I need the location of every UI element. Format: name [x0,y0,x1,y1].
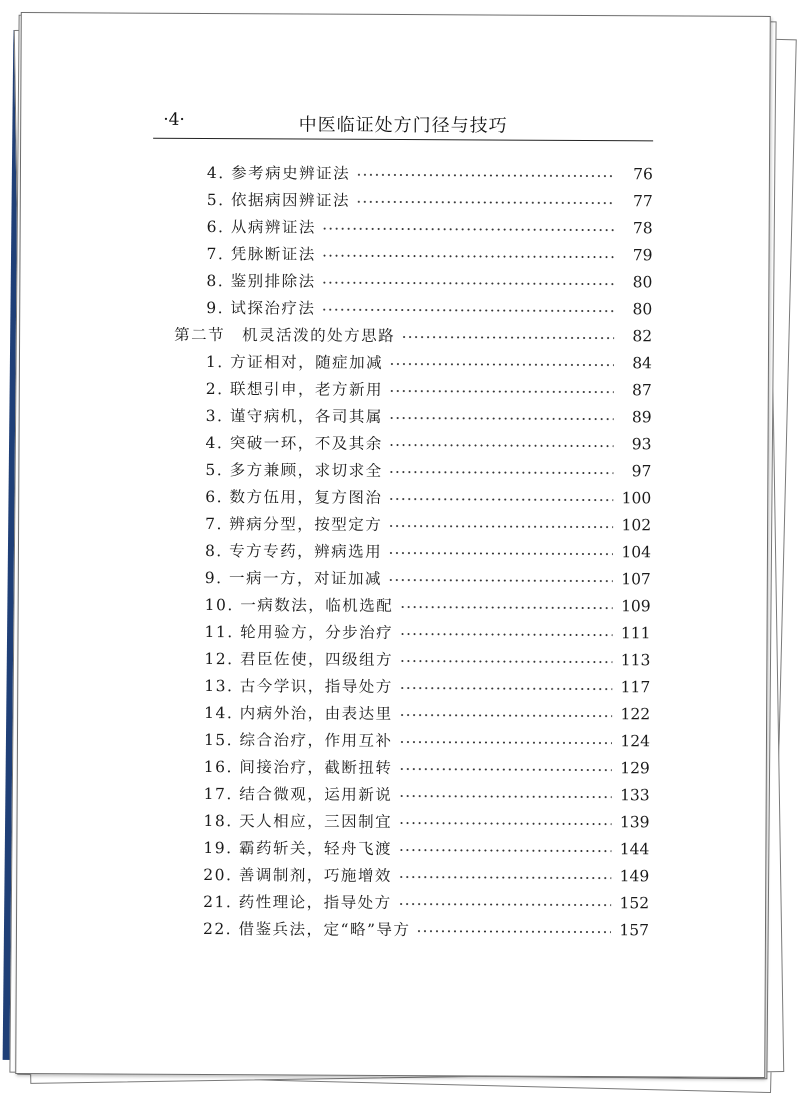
dot-leader [399,633,612,636]
dot-leader [321,308,614,312]
toc-entry [149,887,649,917]
toc-entry [153,212,653,242]
dot-leader [389,470,614,473]
toc-entry-label: 6. 数方伍用，复方图治 [205,487,383,507]
toc-entry [149,914,649,944]
dot-leader [322,227,615,231]
toc-entry [150,617,650,647]
toc-entry-page: 111 [620,623,651,642]
dot-leader [398,795,611,798]
toc-entry-label: 21. 药性理论，指导处方 [203,892,392,912]
toc-entry [150,698,650,728]
toc-section-heading [152,320,652,350]
toc-entry [151,455,651,485]
dot-leader [388,497,613,500]
toc-entry-label: 2. 联想引申，老方新用 [205,379,384,399]
toc-entry-page: 100 [621,488,652,507]
toc-entry-page: 84 [632,353,653,372]
dot-leader [416,930,611,933]
toc-entry [150,752,650,782]
dot-leader [388,551,613,554]
toc-entry [153,185,653,215]
dot-leader [401,336,614,339]
toc-entry [150,644,650,674]
toc-entry [151,563,651,593]
toc-entry-page: 117 [620,677,651,696]
dot-leader [322,254,615,258]
toc-entry-page: 79 [632,245,653,264]
toc-entry-page: 129 [620,758,650,777]
toc-entry-page: 97 [631,461,652,480]
dot-leader [398,768,611,771]
toc-entry-page: 157 [619,920,650,939]
toc-entry [149,806,649,836]
dot-leader [398,903,611,906]
toc-entry-page: 113 [620,650,651,669]
toc-entry-page: 78 [632,218,653,237]
book-page [15,12,771,1078]
toc-entry [151,482,651,512]
toc-entry-page: 139 [619,812,650,831]
dot-leader [399,741,612,744]
toc-entry-page: 80 [632,272,653,291]
toc-entry-page: 144 [619,839,650,858]
toc-entry-label: 13. 古今学识，指导处方 [204,676,393,696]
toc-entry-label: 3. 谨守病机，各司其属 [205,406,383,426]
toc-entry-page: 82 [632,326,653,345]
toc-entry-label: 4. 突破一环，不及其余 [205,433,383,453]
toc-entry-page: 124 [620,731,651,750]
dot-leader [389,416,614,419]
toc-entry [152,266,652,296]
toc-entry-label: 7. 凭脉断证法 [206,244,316,264]
toc-entry-label: 16. 间接治疗，截断扭转 [203,757,393,777]
toc-entry [152,401,652,431]
toc-entry-page: 107 [621,569,651,588]
toc-entry-page: 93 [631,434,652,453]
toc-entry-label: 8. 鉴别排除法 [206,271,316,291]
dot-leader [399,687,612,690]
dot-leader [388,578,613,581]
toc-entry-label: 22. 借鉴兵法，定“略”导方 [202,919,411,939]
toc-entry-label: 15. 综合治疗，作用互补 [203,730,393,750]
toc-entry-page: 80 [632,299,653,318]
toc-entry-label: 10. 一病数法，临机选配 [204,595,394,615]
toc-entry-page: 102 [621,515,652,534]
toc-entry [150,779,650,809]
toc-entry [150,725,650,755]
dot-leader [356,173,615,176]
dot-leader [389,443,614,446]
toc-entry-label: 9. 试探治疗法 [206,298,316,318]
toc-entry-label: 6. 从病辨证法 [206,217,316,237]
dot-leader [322,281,615,285]
toc-entry [152,293,652,323]
dot-leader [399,714,612,717]
toc-entry [152,347,652,377]
toc-entry-page: 77 [633,191,653,210]
toc-entry-label: 4. 参考病史辨证法 [206,163,351,183]
table-of-contents [149,158,653,944]
toc-entry [149,833,649,863]
toc-entry-page: 109 [621,596,651,615]
toc-entry-label: 5. 多方兼顾，求切求全 [205,460,383,480]
toc-entry-label: 8. 专方专药，辨病选用 [204,541,383,561]
toc-entry-label: 7. 辨病分型，按型定方 [205,514,383,534]
toc-entry [152,239,652,269]
toc-entry-label: 第二节 机灵活泼的处方思路 [174,325,396,345]
dot-leader [398,822,611,825]
toc-entry-page: 76 [633,164,653,183]
page-header [153,110,653,142]
toc-entry-page: 87 [632,380,652,399]
dot-leader [398,849,611,852]
dot-leader [388,524,613,527]
page-number: ·4· [163,109,185,130]
book-title: 中医临证处方门径与技巧 [298,114,508,137]
toc-entry [149,860,649,890]
dot-leader [389,389,614,392]
toc-entry-label: 11. 轮用验方，分步治疗 [204,622,394,642]
toc-entry-label: 20. 善调制剂，巧施增效 [203,865,392,885]
toc-entry [151,590,651,620]
dot-leader [389,362,614,365]
toc-entry-page: 133 [620,785,650,804]
toc-entry-label: 18. 天人相应，三因制宜 [203,811,393,831]
dot-leader [398,876,611,879]
toc-entry [153,158,653,188]
toc-entry-label: 17. 结合微观，运用新说 [203,784,393,804]
toc-entry-label: 14. 内病外治，由表达里 [204,703,393,723]
toc-entry [151,428,651,458]
toc-entry-page: 149 [619,866,650,885]
toc-entry [151,536,651,566]
toc-entry [152,374,652,404]
toc-entry-page: 152 [619,893,650,912]
toc-entry [150,671,650,701]
toc-entry [151,509,651,539]
toc-entry-page: 122 [620,704,651,723]
toc-entry-label: 19. 霸药斩关，轻舟飞渡 [203,838,393,858]
toc-entry-label: 12. 君臣佐使，四级组方 [204,649,394,669]
toc-entry-label: 5. 依据病因辨证法 [206,190,351,210]
toc-entry-label: 9. 一病一方，对证加减 [204,568,383,588]
toc-entry-page: 104 [621,542,652,561]
toc-entry-label: 1. 方证相对，随症加减 [205,352,384,372]
toc-entry-page: 89 [631,407,652,426]
dot-leader [356,200,615,203]
dot-leader [399,606,612,609]
dot-leader [399,660,612,663]
